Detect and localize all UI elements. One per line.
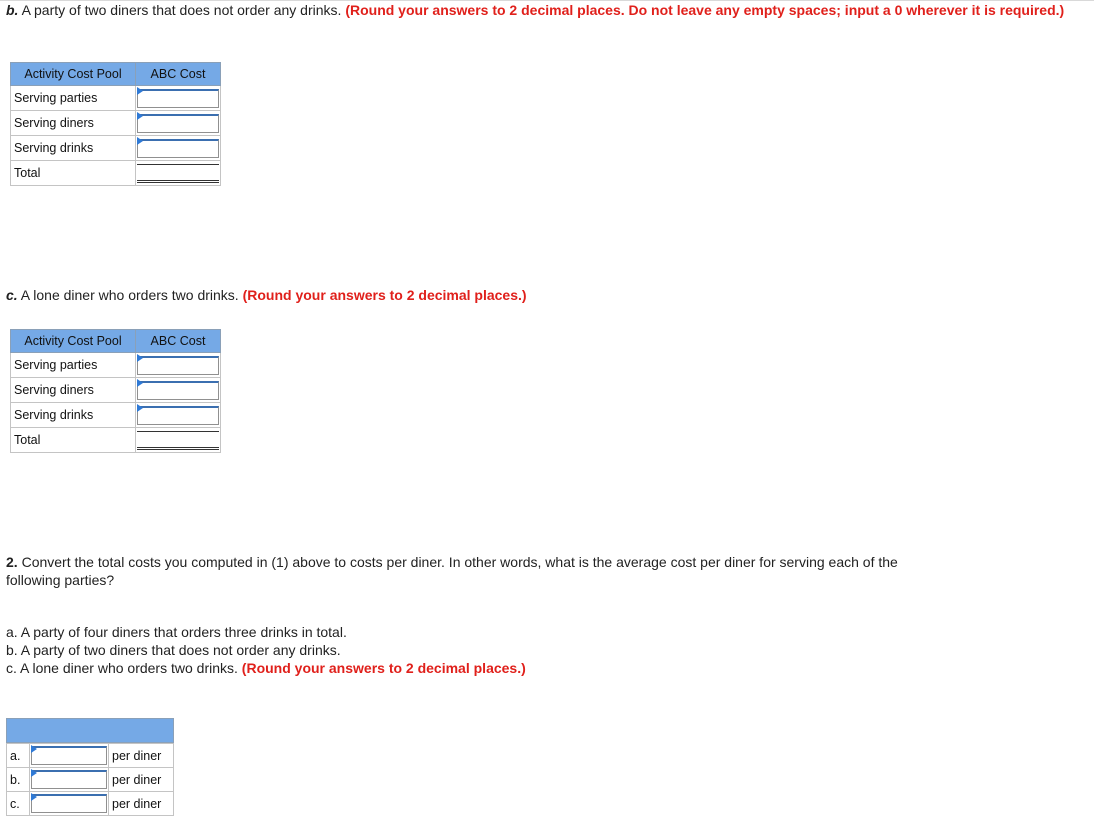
row-label-a: a. bbox=[7, 744, 30, 768]
per-diner-input-a[interactable] bbox=[31, 746, 107, 765]
col-abc-cost: ABC Cost bbox=[136, 63, 221, 86]
q2-item-c-note: (Round your answers to 2 decimal places.) bbox=[241, 660, 526, 676]
input-flag-icon bbox=[137, 137, 143, 145]
row-label: Serving drinks bbox=[11, 136, 136, 161]
part-c-question bbox=[6, 286, 527, 304]
input-flag-icon bbox=[137, 87, 143, 95]
q2-item-b: b. A party of two diners that does not order any drinks. bbox=[6, 642, 341, 658]
abc-cost-total-b bbox=[137, 164, 219, 183]
abc-cost-input-serving-drinks[interactable] bbox=[137, 139, 219, 158]
table-row bbox=[7, 768, 174, 792]
row-label: Serving diners bbox=[11, 378, 136, 403]
q2-item-c-text: c. A lone diner who orders two drinks. bbox=[6, 660, 242, 676]
q2-prefix: 2. bbox=[6, 554, 18, 570]
abc-cost-input-serving-parties[interactable] bbox=[137, 356, 219, 375]
table-row bbox=[7, 792, 174, 816]
q2-item-c bbox=[6, 659, 526, 677]
unit-label: per diner bbox=[109, 744, 174, 768]
abc-cost-total-c bbox=[137, 431, 219, 450]
row-label-b: b. bbox=[7, 768, 30, 792]
abc-cost-input-serving-diners[interactable] bbox=[137, 381, 219, 400]
row-label-c: c. bbox=[7, 792, 30, 816]
abc-cost-input-serving-drinks[interactable] bbox=[137, 406, 219, 425]
q2-item-a: a. A party of four diners that orders three drinks in total. bbox=[6, 624, 347, 640]
part-b-note: (Round your answers to 2 decimal places. Do not leave any empty spaces; input a 0 wherever it is required.) bbox=[345, 2, 1065, 18]
row-label: Serving diners bbox=[11, 111, 136, 136]
input-flag-icon bbox=[31, 793, 37, 801]
row-label: Serving parties bbox=[11, 353, 136, 378]
part-c-prefix: c. bbox=[6, 287, 18, 303]
input-flag-icon bbox=[31, 769, 37, 777]
total-label: Total bbox=[11, 161, 136, 186]
q2-question bbox=[6, 553, 936, 589]
part-c-text: A lone diner who orders two drinks. bbox=[17, 287, 243, 303]
part-b-question bbox=[6, 1, 1086, 19]
input-flag-icon bbox=[137, 404, 143, 412]
input-flag-icon bbox=[137, 354, 143, 362]
row-label: Serving parties bbox=[11, 86, 136, 111]
total-label: Total bbox=[11, 428, 136, 453]
abc-table-c bbox=[10, 329, 221, 453]
col-abc-cost: ABC Cost bbox=[136, 330, 221, 353]
table-row bbox=[7, 744, 174, 768]
abc-table-b bbox=[10, 62, 221, 186]
part-b-prefix: b. bbox=[6, 2, 19, 18]
per-diner-table bbox=[6, 718, 174, 816]
col-activity-cost-pool: Activity Cost Pool bbox=[11, 63, 136, 86]
unit-label: per diner bbox=[109, 768, 174, 792]
per-diner-input-b[interactable] bbox=[31, 770, 107, 789]
part-c-note: (Round your answers to 2 decimal places.) bbox=[242, 287, 527, 303]
abc-cost-input-serving-diners[interactable] bbox=[137, 114, 219, 133]
abc-cost-input-serving-parties[interactable] bbox=[137, 89, 219, 108]
q2-list bbox=[6, 623, 526, 677]
part-b-text: A party of two diners that does not order any drinks. bbox=[18, 2, 346, 18]
unit-label: per diner bbox=[109, 792, 174, 816]
row-label: Serving drinks bbox=[11, 403, 136, 428]
per-diner-header bbox=[7, 719, 174, 743]
col-activity-cost-pool: Activity Cost Pool bbox=[11, 330, 136, 353]
input-flag-icon bbox=[31, 745, 37, 753]
input-flag-icon bbox=[137, 112, 143, 120]
per-diner-input-c[interactable] bbox=[31, 794, 107, 813]
input-flag-icon bbox=[137, 379, 143, 387]
q2-text: Convert the total costs you computed in (1) above to costs per diner. In other words, what is the average cost per diner for serving each of the following parties? bbox=[6, 554, 898, 588]
